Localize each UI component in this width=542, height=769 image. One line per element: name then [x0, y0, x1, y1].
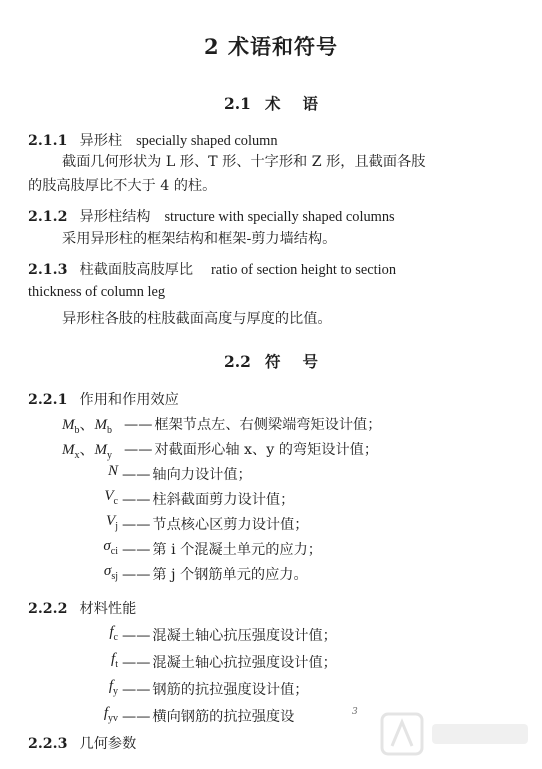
group-number: 2.2.3	[28, 736, 68, 752]
term-name: 柱截面肢高肢厚比	[79, 262, 194, 278]
symbol: $V_j$	[106, 513, 118, 532]
term-name: 异形柱	[79, 133, 123, 149]
group-name: 几何参数	[79, 736, 137, 752]
symbol-description: —— 钢筋的抗拉强度设计值；	[122, 682, 309, 698]
section-title-char-2: 号	[302, 352, 318, 371]
term-heading	[28, 130, 278, 150]
symbol-description: —— 横向钢筋的抗拉强度设	[122, 709, 295, 725]
section-number: 2.1	[224, 94, 251, 113]
symbol: $V_c$	[104, 488, 118, 507]
term-number: 2.1.3	[28, 262, 68, 278]
symbol: $\sigma_{sj}$	[103, 563, 118, 582]
group-name: 材料性能	[79, 601, 137, 617]
term-english: ratio of section height to section	[211, 262, 397, 278]
term-heading	[28, 206, 395, 226]
term-heading	[28, 259, 396, 279]
group-number: 2.2.1	[28, 392, 68, 408]
symbol: N	[107, 463, 118, 479]
term-definition-line: 的肢高肢厚比不大于 4 的柱。	[28, 178, 217, 194]
symbol-description: —— 混凝土轴心抗拉强度设计值；	[122, 655, 337, 671]
page-number: 3	[352, 707, 358, 717]
symbol: $M_x$、$M_y$	[62, 442, 113, 461]
section-heading-terms	[0, 92, 542, 114]
group-name: 作用和作用效应	[79, 392, 179, 408]
symbol: $f_t$	[111, 651, 118, 670]
term-name: 异形柱结构	[79, 209, 151, 225]
symbol-group-heading	[28, 598, 136, 618]
symbol: $\sigma_{ci}$	[103, 538, 118, 557]
symbol: $M_b$、$M_b$	[62, 417, 113, 436]
watermark-logo	[376, 706, 536, 762]
section-title-char-1: 符	[264, 352, 281, 371]
term-number: 2.1.2	[28, 209, 68, 225]
term-english-continued: thickness of column leg	[28, 284, 166, 300]
symbol-description: —— 对截面形心轴 x、y 的弯矩设计值；	[124, 442, 379, 458]
section-title-char-1: 术	[264, 94, 281, 113]
symbol: $f_y$	[108, 678, 118, 697]
term-definition-line: 截面几何形状为 L 形、T 形、十字形和 Z 形，且截面各肢	[62, 154, 426, 170]
section-heading-symbols	[0, 350, 542, 372]
term-definition-line: 异形柱各肢的柱肢截面高度与厚度的比值。	[62, 311, 332, 327]
symbol-description: —— 第 j 个钢筋单元的应力。	[122, 567, 308, 583]
symbol: $f_c$	[109, 624, 118, 643]
symbol-group-heading	[28, 389, 179, 409]
chapter-title: 2 术语和符号	[204, 34, 338, 59]
symbol-description: —— 框架节点左、右侧梁端弯矩设计值；	[124, 417, 382, 433]
symbol-group-heading	[28, 733, 136, 753]
term-number: 2.1.1	[28, 133, 68, 149]
symbol-description: —— 节点核心区剪力设计值；	[122, 517, 309, 533]
symbol: $f_{yv}$	[103, 705, 118, 724]
symbol-description: —— 第 i 个混凝土单元的应力；	[122, 542, 322, 558]
section-number: 2.2	[224, 352, 251, 371]
symbol-description: —— 轴向力设计值；	[122, 467, 252, 483]
term-english: specially shaped column	[136, 133, 278, 149]
term-definition-line: 采用异形柱的框架结构和框架-剪力墙结构。	[62, 231, 337, 247]
section-title-char-2: 语	[302, 94, 318, 113]
term-english: structure with specially shaped columns	[164, 209, 395, 225]
symbol-description: —— 混凝土轴心抗压强度设计值；	[122, 628, 337, 644]
group-number: 2.2.2	[28, 601, 68, 617]
symbol-description: —— 柱斜截面剪力设计值；	[122, 492, 295, 508]
